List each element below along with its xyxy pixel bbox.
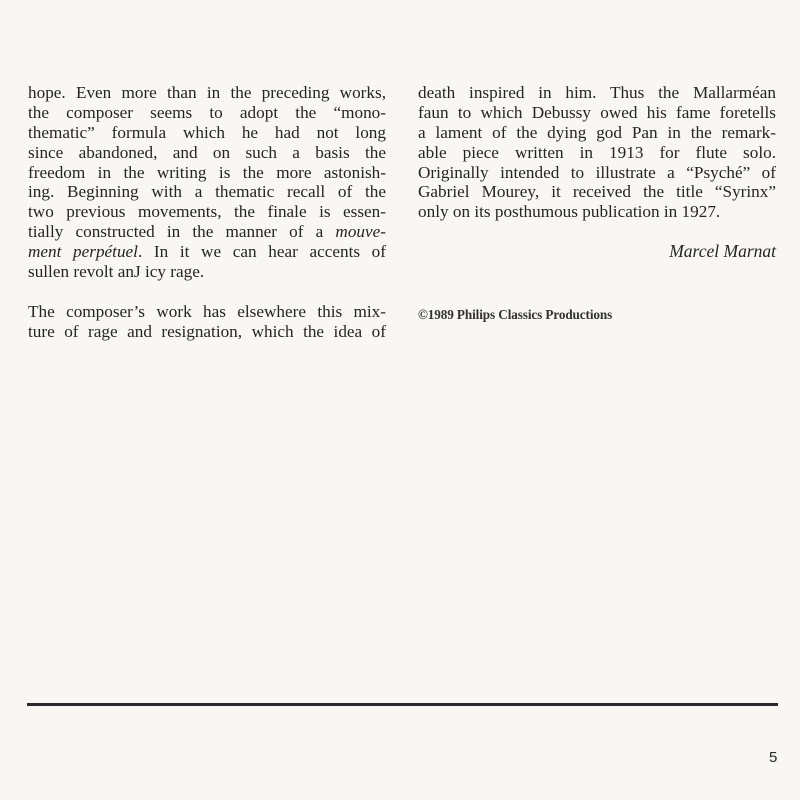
text-line (28, 222, 386, 242)
text-line: hope. Even more than in the preceding works, (28, 83, 386, 102)
text-line: since abandoned, and on such a basis the (28, 142, 386, 162)
text-line (28, 242, 386, 262)
text-line: Originally intended to illustrate a “Psyché” of (418, 162, 776, 182)
horizontal-rule (27, 703, 778, 706)
text-line: thematic” formula which he had not long (28, 122, 386, 142)
text-line: a lament of the dying god Pan in the remark- (418, 122, 776, 142)
text-line: the composer seems to adopt the “mono- (28, 102, 386, 122)
text-segment: . In it we can hear accents of (137, 242, 386, 262)
text-line: only on its posthumous publication in 1927. (418, 202, 721, 222)
italic-term: ment perpétuel (28, 242, 138, 262)
right-column (418, 83, 776, 325)
text-line: ing. Beginning with a thematic recall of the (28, 182, 386, 202)
text-line: faun to which Debussy owed his fame foretells (418, 102, 776, 122)
text-line: two previous movements, the finale is essen- (28, 202, 386, 222)
spacer (418, 262, 776, 305)
paragraph-break (418, 222, 776, 242)
text-line: death inspired in him. Thus the Mallarméan (418, 83, 776, 102)
paragraph-break (28, 282, 386, 302)
text-line: The composer’s work has elsewhere this mix- (28, 301, 386, 321)
text-line: Gabriel Mourey, it received the title “Syrinx” (418, 182, 776, 202)
text-line: freedom in the writing is the more astonish- (28, 162, 386, 182)
text-line: able piece written in 1913 for flute solo. (418, 142, 776, 162)
text-line: ture of rage and resignation, which the idea of (28, 321, 386, 341)
author-signature: Marcel Marnat (669, 241, 776, 262)
left-column (28, 83, 386, 342)
copyright-notice: ©1989 Philips Classics Productions (418, 307, 613, 323)
page-number: 5 (769, 749, 778, 766)
text-line: sullen revolt anJ icy rage. (28, 262, 205, 282)
italic-term: mouve- (335, 222, 386, 242)
text-segment: tially constructed in the manner of a (28, 222, 336, 242)
